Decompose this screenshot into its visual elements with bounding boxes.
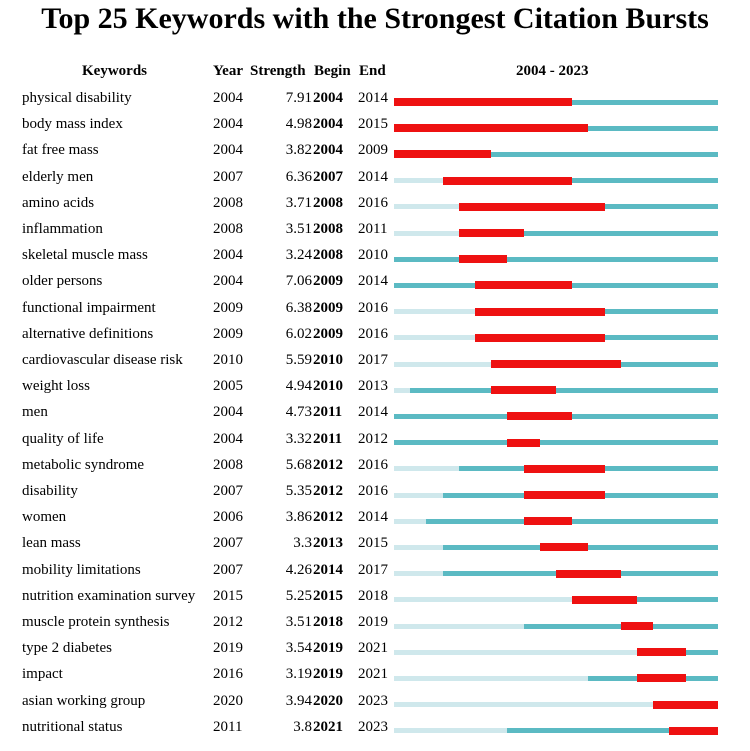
table-row	[0, 455, 750, 481]
burst-bar	[394, 98, 572, 106]
year-value: 2009	[213, 325, 243, 342]
year-value: 2015	[213, 587, 243, 604]
table-row	[0, 193, 750, 219]
end-value: 2016	[358, 194, 388, 211]
year-value: 2008	[213, 194, 243, 211]
strength-value: 6.02	[285, 325, 312, 342]
burst-bar	[459, 255, 508, 263]
begin-value: 2020	[313, 692, 343, 709]
keyword-label: metabolic syndrome	[22, 456, 145, 473]
strength-value: 3.8	[293, 718, 312, 735]
table-row	[0, 507, 750, 533]
end-value: 2023	[358, 692, 388, 709]
burst-bar	[540, 543, 589, 551]
begin-value: 2019	[313, 640, 343, 657]
burst-bar	[524, 517, 573, 525]
end-value: 2016	[358, 299, 388, 316]
strength-value: 3.19	[285, 666, 312, 683]
keyword-label: elderly men	[22, 168, 94, 185]
strength-value: 3.94	[285, 692, 312, 709]
end-value: 2016	[358, 325, 388, 342]
end-value: 2012	[358, 430, 388, 447]
begin-value: 2012	[313, 483, 343, 499]
table-row	[0, 140, 750, 166]
header-year: Year	[213, 63, 243, 79]
strength-value: 5.59	[285, 352, 312, 368]
strength-value: 3.82	[285, 142, 312, 159]
begin-value: 2012	[313, 509, 343, 526]
burst-bar	[459, 203, 605, 211]
strength-value: 5.35	[285, 483, 312, 499]
inactive-bar	[394, 650, 637, 655]
table-row	[0, 350, 750, 376]
burst-bar	[491, 386, 556, 394]
begin-value: 2011	[313, 404, 343, 421]
table-row	[0, 219, 750, 245]
keyword-label: lean mass	[22, 535, 81, 552]
year-value: 2004	[213, 142, 243, 159]
table-row	[0, 560, 750, 586]
burst-bar	[507, 439, 539, 447]
burst-bar	[443, 177, 573, 185]
end-value: 2019	[358, 614, 388, 630]
burst-bar	[524, 465, 605, 473]
keyword-label: functional impairment	[22, 299, 156, 316]
keyword-label: inflammation	[22, 221, 103, 237]
burst-bar	[475, 308, 605, 316]
burst-bar	[475, 281, 572, 289]
end-value: 2014	[358, 404, 388, 421]
burst-bar	[507, 412, 572, 420]
end-value: 2014	[358, 90, 388, 106]
year-value: 2011	[213, 718, 243, 735]
end-value: 2016	[358, 456, 388, 473]
chart-title: Top 25 Keywords with the Strongest Citation Bursts	[41, 2, 709, 35]
end-value: 2009	[358, 142, 388, 159]
end-value: 2011	[358, 221, 388, 237]
header-strength: Strength	[250, 63, 306, 79]
year-value: 2009	[213, 299, 243, 316]
strength-value: 7.06	[285, 273, 312, 290]
header-keywords: Keywords	[82, 63, 147, 79]
table-row	[0, 691, 750, 717]
keyword-label: body mass index	[22, 116, 123, 133]
end-value: 2016	[358, 483, 388, 499]
table-row	[0, 402, 750, 428]
strength-value: 3.3	[293, 535, 312, 552]
header-end: End	[359, 63, 386, 79]
end-value: 2023	[358, 718, 388, 735]
end-value: 2013	[358, 378, 388, 395]
table-row	[0, 638, 750, 664]
strength-value: 5.25	[285, 587, 312, 604]
begin-value: 2010	[313, 378, 343, 395]
strength-value: 3.71	[285, 194, 312, 211]
end-value: 2010	[358, 247, 388, 264]
burst-bar	[491, 360, 621, 368]
year-value: 2008	[213, 221, 243, 237]
inactive-bar	[394, 676, 588, 681]
end-value: 2021	[358, 666, 388, 683]
table-row	[0, 586, 750, 612]
keyword-label: men	[22, 404, 48, 421]
burst-bar	[394, 124, 588, 132]
table-row	[0, 167, 750, 193]
strength-value: 3.51	[285, 221, 312, 237]
active-bar	[426, 519, 718, 524]
strength-value: 4.26	[285, 561, 312, 578]
end-value: 2021	[358, 640, 388, 657]
year-value: 2007	[213, 483, 243, 499]
begin-value: 2009	[313, 299, 343, 316]
inactive-bar	[394, 702, 653, 707]
begin-value: 2008	[313, 221, 343, 237]
strength-value: 4.73	[285, 404, 312, 421]
begin-value: 2015	[313, 587, 343, 604]
keyword-label: nutritional status	[22, 718, 123, 735]
begin-value: 2009	[313, 273, 343, 290]
year-value: 2004	[213, 404, 243, 421]
inactive-bar	[394, 571, 443, 576]
year-value: 2005	[213, 378, 243, 395]
table-row	[0, 612, 750, 638]
table-row	[0, 717, 750, 743]
begin-value: 2004	[313, 90, 343, 106]
keyword-label: fat free mass	[22, 142, 99, 159]
year-value: 2020	[213, 692, 243, 709]
strength-value: 3.32	[285, 430, 312, 447]
burst-bar	[475, 334, 605, 342]
inactive-bar	[394, 519, 426, 524]
inactive-bar	[394, 362, 491, 367]
burst-bar	[572, 596, 637, 604]
keyword-label: alternative definitions	[22, 325, 154, 342]
burst-bar	[524, 491, 605, 499]
inactive-bar	[394, 204, 459, 209]
strength-value: 6.36	[285, 168, 312, 185]
end-value: 2015	[358, 535, 388, 552]
inactive-bar	[394, 335, 475, 340]
keyword-label: nutrition examination survey	[22, 587, 196, 604]
begin-value: 2008	[313, 247, 343, 264]
keyword-label: mobility limitations	[22, 561, 141, 578]
inactive-bar	[394, 309, 475, 314]
keyword-label: older persons	[22, 273, 103, 290]
inactive-bar	[394, 466, 459, 471]
begin-value: 2004	[313, 116, 343, 133]
keyword-label: disability	[22, 483, 78, 499]
inactive-bar	[394, 624, 524, 629]
end-value: 2014	[358, 168, 388, 185]
keyword-label: impact	[22, 666, 63, 683]
begin-value: 2014	[313, 561, 343, 578]
strength-value: 3.24	[285, 247, 312, 264]
begin-value: 2008	[313, 194, 343, 211]
header-begin: Begin	[314, 63, 351, 79]
burst-bar	[459, 229, 524, 237]
keyword-label: quality of life	[22, 430, 104, 447]
begin-value: 2011	[313, 430, 343, 447]
strength-value: 4.98	[285, 116, 312, 133]
table-row	[0, 88, 750, 114]
keyword-label: women	[22, 509, 67, 526]
active-bar	[410, 388, 718, 393]
burst-bar	[394, 150, 491, 158]
begin-value: 2018	[313, 614, 343, 630]
year-value: 2007	[213, 535, 243, 552]
keyword-label: cardiovascular disease risk	[22, 352, 183, 368]
end-value: 2015	[358, 116, 388, 133]
inactive-bar	[394, 545, 443, 550]
year-value: 2019	[213, 640, 243, 657]
year-value: 2016	[213, 666, 243, 683]
keyword-label: muscle protein synthesis	[22, 614, 170, 630]
begin-value: 2021	[313, 718, 343, 735]
keyword-label: asian working group	[22, 692, 146, 709]
inactive-bar	[394, 493, 443, 498]
table-row	[0, 114, 750, 140]
begin-value: 2007	[313, 168, 343, 185]
table-row	[0, 376, 750, 402]
end-value: 2018	[358, 587, 388, 604]
keyword-label: type 2 diabetes	[22, 640, 112, 657]
strength-value: 7.91	[285, 90, 312, 106]
header-timeline-range: 2004 - 2023	[516, 63, 589, 79]
inactive-bar	[394, 728, 507, 733]
strength-value: 3.86	[285, 509, 312, 526]
strength-value: 4.94	[285, 378, 312, 395]
begin-value: 2019	[313, 666, 343, 683]
burst-bar	[637, 674, 686, 682]
keyword-label: physical disability	[22, 90, 132, 106]
table-row	[0, 245, 750, 271]
table-row	[0, 533, 750, 559]
burst-bar	[669, 727, 718, 735]
table-row	[0, 324, 750, 350]
table-row	[0, 429, 750, 455]
year-value: 2004	[213, 116, 243, 133]
begin-value: 2012	[313, 456, 343, 473]
year-value: 2012	[213, 614, 243, 630]
burst-bar	[556, 570, 621, 578]
keyword-label: skeletal muscle mass	[22, 247, 148, 264]
year-value: 2004	[213, 247, 243, 264]
burst-bar	[621, 622, 653, 630]
strength-value: 3.54	[285, 640, 312, 657]
strength-value: 6.38	[285, 299, 312, 316]
year-value: 2006	[213, 509, 243, 526]
end-value: 2017	[358, 352, 388, 368]
begin-value: 2009	[313, 325, 343, 342]
active-bar	[394, 257, 718, 262]
inactive-bar	[394, 597, 572, 602]
keyword-label: weight loss	[22, 378, 90, 395]
begin-value: 2010	[313, 352, 343, 368]
table-row	[0, 664, 750, 690]
burst-bar	[637, 648, 686, 656]
year-value: 2007	[213, 561, 243, 578]
year-value: 2010	[213, 352, 243, 368]
table-row	[0, 271, 750, 297]
inactive-bar	[394, 231, 459, 236]
end-value: 2014	[358, 509, 388, 526]
inactive-bar	[394, 388, 410, 393]
table-row	[0, 481, 750, 507]
year-value: 2004	[213, 90, 243, 106]
inactive-bar	[394, 178, 443, 183]
year-value: 2004	[213, 273, 243, 290]
strength-value: 3.51	[285, 614, 312, 630]
table-row	[0, 298, 750, 324]
burst-bar	[653, 701, 718, 709]
begin-value: 2013	[313, 535, 343, 552]
end-value: 2017	[358, 561, 388, 578]
year-value: 2008	[213, 456, 243, 473]
keyword-label: amino acids	[22, 194, 95, 211]
active-bar	[394, 440, 718, 445]
strength-value: 5.68	[285, 456, 312, 473]
end-value: 2014	[358, 273, 388, 290]
year-value: 2007	[213, 168, 243, 185]
year-value: 2004	[213, 430, 243, 447]
begin-value: 2004	[313, 142, 343, 159]
